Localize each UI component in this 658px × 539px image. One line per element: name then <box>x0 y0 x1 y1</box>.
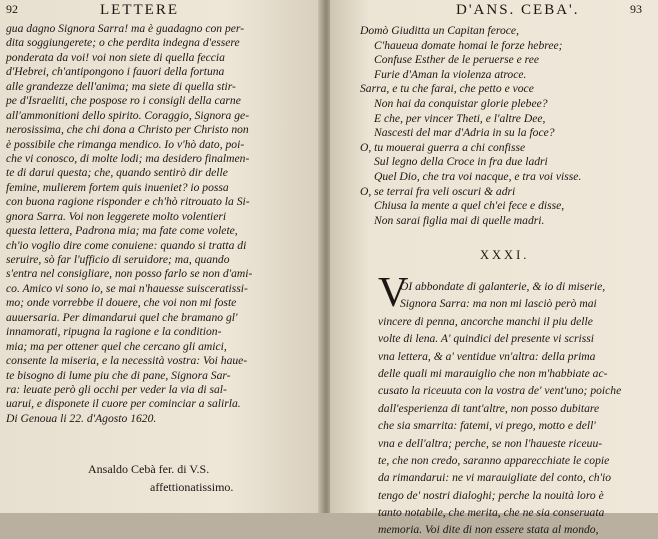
signature-name: Ansaldo Cebà fer. di V.S. <box>88 462 210 476</box>
text-line: auuersaria. Per dimandarui quel che bramano gl' <box>6 310 238 324</box>
poem-line: Chiusa la mente a quel ch'ei fece e disse, <box>374 199 565 213</box>
text-line: co. Amico vi sono io, se mai n'hauesse suisceratissi- <box>6 281 248 295</box>
poem-line: O, se terrai fra veli oscuri & adri <box>360 184 516 198</box>
text-line: alle grandezze dell'anima; ma siete di quella stir- <box>6 79 236 93</box>
text-line: innamorati, ripugna la ragione e la condition- <box>6 325 222 339</box>
text-line: mo; onde vorrebbe il douere, che voi non mi foste <box>6 296 237 310</box>
poem-line: Sul legno della Croce in fra due ladri <box>374 155 548 169</box>
text-line: ra: leuate però gli occhi per veder la via di sal- <box>6 382 227 396</box>
poem-line: Domò Giuditta un Capitan feroce, <box>360 24 519 37</box>
text-line: te bisogno di lume piu che di pane, Signora Sar- <box>6 368 231 382</box>
text-line: uarui, e disponete il cuore per cominciar a salirla. <box>6 397 241 411</box>
text-line: volte di lena. A' quindici del presente vi scrissi <box>378 332 594 346</box>
text-line: che vi conosco, di molte lodi; ma desidero finalmen- <box>6 151 250 165</box>
text-line: dall'esperienza di tant'altre, non posso dubitare <box>378 401 600 415</box>
text-line: è possibile che rimanga mendico. Io v'hò dato, poi- <box>6 137 245 151</box>
text-line: Signora Sarra: ma non mi lasciò però mai <box>400 297 597 311</box>
poem-line: E che, per vincer Theti, e l'altre Dee, <box>374 111 546 125</box>
poem-line: O, tu mouerai guerra a chi confisse <box>360 140 526 154</box>
text-line: che sia smarrita: fatemi, vi prego, motto e dell' <box>378 419 596 433</box>
poem-line: Non hai da conquistar glorie plebee? <box>374 96 548 110</box>
text-line: nerosissima, che chi dona a Christo per Christo non <box>6 123 249 137</box>
right-page-header <box>330 2 658 20</box>
right-running-head: D'ANS. CEBA'. <box>456 2 580 18</box>
text-line: dita soggiungerete; o che perdita indegna d'essere <box>6 36 240 50</box>
letter-number: XXXI. <box>480 248 530 262</box>
poem-line: Sarra, e tu che farai, che petto e voce <box>360 82 534 96</box>
poem-line: Furie d'Aman la violenza atroce. <box>374 67 527 81</box>
text-line: OI abbondate di galanterie, & io di miserie, <box>400 280 606 293</box>
text-line: vna lettera, & a' ventidue vn'altra: della prima <box>378 349 596 363</box>
text-line: Di Genoua li 22. d'Agosto 1620. <box>6 411 157 425</box>
text-line: femine, mulierem fortem quis inueniet? io possa <box>6 180 229 194</box>
text-line: delle quali mi marauiglio che non m'habbiate ac- <box>378 366 608 380</box>
text-line: tengo de' nostri dialoghi; perche la nouità loro è <box>378 488 604 502</box>
text-line: con buona ragione risponder e ch'hò ritrouato la Si- <box>6 195 250 209</box>
text-line: vincere di penna, ancorche manchi il piu delle <box>378 314 593 328</box>
poem-line: Nascesti del mar d'Adria in su la foce? <box>374 126 555 140</box>
text-line: cusato la riceuuta con la vostra de' vent'uno; poiche <box>378 384 622 398</box>
left-page-number: 92 <box>6 2 18 16</box>
text-line: memoria. Voi dite di non essere stata al mondo, <box>378 523 599 537</box>
text-line: questa lettera, Padrona mia; ma fate come volete, <box>6 224 238 238</box>
right-page-number: 93 <box>630 2 642 16</box>
left-page-header <box>0 2 322 20</box>
right-page-letter <box>378 278 621 539</box>
poem-line: Non sarai figlia mai di quelle madri. <box>374 213 545 227</box>
text-line: gnora Sarra. Voi non leggerete molto volentieri <box>6 209 227 223</box>
left-page-text <box>6 22 252 426</box>
poem-line: Confuse Esther de le peruerse e ree <box>374 53 540 67</box>
text-line: consente la miseria, e la necessità vostra: Voi haue- <box>6 354 248 368</box>
text-line: gua dagno Signora Sarra! ma è guadagno con per- <box>6 22 245 35</box>
left-running-head: LETTERE <box>100 2 179 18</box>
text-line: vna e dell'altra; perche, se non l'haueste riceuu- <box>378 436 603 450</box>
signature-closing: affettionatissimo. <box>150 480 234 494</box>
text-line: all'ammonitioni dello spirito. Coraggio, Signora ge- <box>6 108 250 122</box>
text-line: da rimandarui: ne vi marauigliate del conto, ch'io <box>378 471 612 485</box>
text-line: d'Hebrei, ch'antipongono i fauori della fortuna <box>6 65 225 79</box>
right-page <box>330 0 658 537</box>
left-page <box>0 0 322 513</box>
text-line: te di darui questa; che, quando sentirò dir delle <box>6 166 228 180</box>
text-line: ponderata da voi! voi non siete di quella feccia <box>6 50 225 64</box>
sonnet <box>360 24 581 228</box>
poem-line: C'haueua domate homai le forze hebree; <box>374 38 563 52</box>
drop-cap: V <box>378 270 409 316</box>
text-line: te, che non credo, saranno apparecchiate le copie <box>378 453 610 467</box>
poem-line: Quel Dio, che tra voi nacque, e tra voi visse. <box>374 169 582 183</box>
text-line: mia; ma per ottener quel che cercano gli amici, <box>6 339 227 353</box>
text-line: s'entra nel consigliare, non posso farlo se non d'ami- <box>6 267 253 281</box>
text-line: pe d'Israeliti, che pospose ro i consigli della carne <box>6 94 241 108</box>
text-line: tanto notabile, che merita, che ne sia conseruata <box>378 506 605 520</box>
text-line: ch'io voglio dire come conuiene: quando si tratta di <box>6 238 247 252</box>
text-line: seruire, sò far l'ufficio di seruidore; ma, quando <box>6 253 230 266</box>
